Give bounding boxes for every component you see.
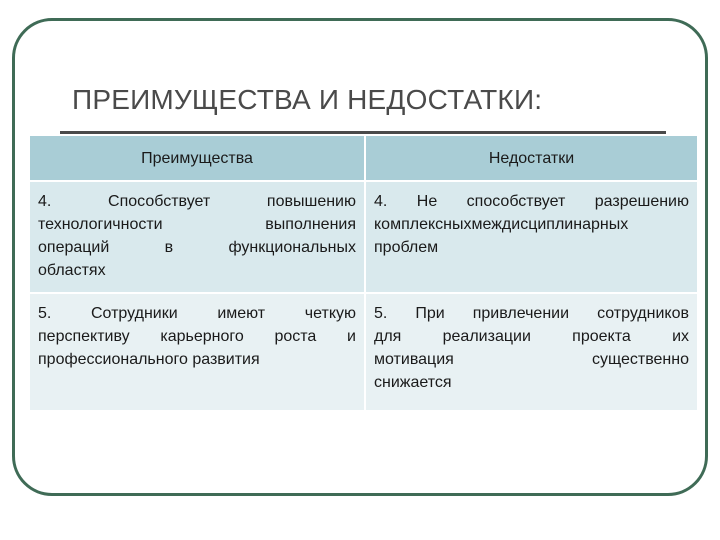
cell-line: областях (38, 262, 106, 279)
header-disadvantages (366, 136, 697, 180)
header-disadvantages-label: Недостатки (488, 150, 575, 167)
comparison-table (30, 136, 697, 410)
title-underline (60, 131, 666, 134)
cell-line: операций в функциональных (38, 239, 356, 256)
disadvantage-cell (366, 182, 697, 292)
cell-line: 5. Сотрудники имеют четкую (38, 305, 356, 322)
cell-line: технологичности выполнения (38, 216, 356, 233)
cell-line: мотивация существенно (374, 351, 689, 368)
cell-line: перспективу карьерного роста и (38, 328, 356, 345)
cell-line: снижается (374, 374, 452, 391)
cell-line: для реализации проекта их (374, 328, 689, 345)
table-row (30, 294, 697, 410)
cell-line: 4. Не способствует разрешению (374, 193, 689, 210)
cell-line: проблем (374, 239, 439, 256)
cell-line: 5. При привлечении сотрудников (374, 305, 689, 322)
table-header-row (30, 136, 697, 182)
cell-line: 4. Способствует повышению (38, 193, 356, 210)
table-row (30, 182, 697, 294)
cell-line: профессионального развития (38, 351, 260, 368)
advantage-cell (30, 182, 366, 292)
cell-line: комплексныхмеждисциплинарных (374, 216, 629, 233)
advantage-cell (30, 294, 366, 410)
header-advantages-label: Преимущества (141, 150, 253, 167)
disadvantage-cell (366, 294, 697, 410)
header-advantages (30, 136, 366, 180)
page-title: ПРЕИМУЩЕСТВА И НЕДОСТАТКИ: (72, 84, 543, 115)
